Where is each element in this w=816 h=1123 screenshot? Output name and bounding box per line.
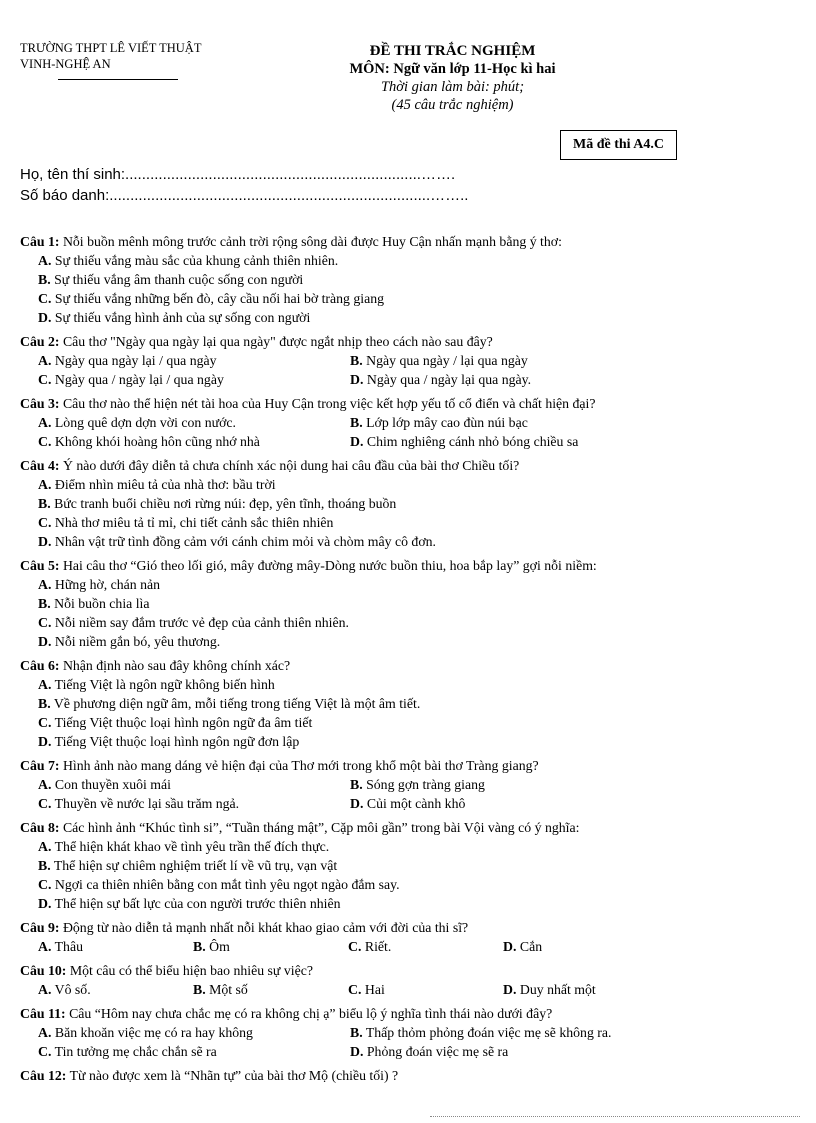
answer-option[interactable]	[20, 475, 800, 494]
option-text: Ngày qua ngày / lại qua ngày	[366, 353, 528, 368]
option-text: Sự thiếu vắng những bến đò, cây cầu nối hai bờ tràng giang	[54, 291, 385, 306]
answer-option[interactable]	[20, 251, 800, 270]
answer-options	[20, 475, 800, 551]
option-text: Sự thiếu vắng màu sắc của khung cảnh thiên nhiên.	[54, 253, 339, 268]
answer-options	[20, 675, 800, 751]
question-number: Câu 4:	[20, 458, 60, 473]
question-text	[20, 818, 800, 837]
school-name: TRƯỜNG THPT LÊ VIẾT THUẬT	[20, 41, 202, 55]
option-text: Không khói hoàng hôn cũng nhớ nhà	[54, 434, 260, 449]
answer-option[interactable]	[38, 980, 193, 999]
answer-options	[20, 351, 800, 389]
option-text: Lòng quê dợn dợn vời con nước.	[54, 415, 236, 430]
question	[20, 332, 800, 389]
option-text: Tin tưởng mẹ chắc chắn sẽ ra	[54, 1044, 217, 1059]
question-stem: Từ nào được xem là “Nhãn tự” của bài thơ Mộ (chiều tối) ?	[69, 1068, 399, 1083]
question-stem: Hình ảnh nào mang dáng vẻ hiện đại của Thơ mới trong khổ một bài thơ Tràng giang?	[62, 758, 539, 773]
option-letter: C.	[348, 939, 362, 954]
option-text: Cắn	[519, 939, 543, 954]
option-letter: A.	[38, 939, 52, 954]
option-letter: C.	[38, 291, 52, 306]
option-letter: A.	[38, 477, 52, 492]
option-letter: B.	[38, 496, 51, 511]
question-text	[20, 1066, 800, 1085]
answer-options	[20, 775, 800, 813]
option-text: Ôm	[209, 939, 230, 954]
question-number: Câu 11:	[20, 1006, 66, 1021]
answer-option[interactable]	[20, 856, 800, 875]
option-text: Nỗi niềm gắn bó, yêu thương.	[54, 634, 221, 649]
option-letter: D.	[503, 939, 517, 954]
answer-option[interactable]	[20, 613, 800, 632]
option-letter: D.	[350, 796, 364, 811]
option-text: Về phương diện ngữ âm, mỗi tiếng trong tiếng Việt là một âm tiết.	[53, 696, 421, 711]
answer-option[interactable]	[193, 937, 348, 956]
question-text	[20, 556, 800, 575]
option-text: Sóng gợn tràng giang	[366, 777, 485, 792]
answer-option[interactable]	[350, 794, 662, 813]
question-number: Câu 9:	[20, 920, 60, 935]
option-text: Con thuyền xuôi mái	[54, 777, 171, 792]
option-letter: B.	[193, 939, 206, 954]
answer-option[interactable]	[20, 837, 800, 856]
option-text: Hững hờ, chán nản	[54, 577, 161, 592]
option-letter: B.	[38, 272, 51, 287]
exam-code: Mã đề thi A4.C	[573, 137, 664, 152]
answer-options	[20, 837, 800, 913]
option-letter: D.	[503, 982, 517, 997]
answer-option[interactable]	[350, 775, 662, 794]
option-letter: B.	[38, 696, 51, 711]
answer-option[interactable]	[503, 937, 658, 956]
exam-question-count: (45 câu trắc nghiệm)	[391, 97, 514, 113]
answer-options	[20, 413, 800, 451]
option-letter: D.	[38, 534, 52, 549]
question	[20, 818, 800, 913]
school-location: VINH-NGHỆ AN	[20, 57, 111, 71]
answer-option[interactable]	[38, 1042, 350, 1061]
answer-option[interactable]	[38, 794, 350, 813]
option-letter: B.	[350, 415, 363, 430]
answer-option[interactable]	[38, 775, 350, 794]
option-letter: D.	[350, 1044, 364, 1059]
option-letter: C.	[348, 982, 362, 997]
question	[20, 961, 800, 999]
option-letter: B.	[38, 858, 51, 873]
answer-option[interactable]	[350, 1023, 662, 1042]
answer-option[interactable]	[20, 732, 800, 751]
option-letter: B.	[350, 353, 363, 368]
option-letter: C.	[38, 615, 52, 630]
answer-option[interactable]	[348, 980, 503, 999]
option-letter: D.	[38, 310, 52, 325]
answer-options	[20, 937, 800, 956]
answer-option[interactable]	[20, 513, 800, 532]
answer-option[interactable]	[350, 413, 662, 432]
exam-title: ĐỀ THI TRẮC NGHIỆM	[369, 43, 536, 59]
answer-option[interactable]	[20, 532, 800, 551]
school-underline	[58, 79, 178, 80]
exam-subject: MÔN: Ngữ văn lớp 11-Học kì hai	[349, 61, 556, 77]
question-stem: Động từ nào diễn tả mạnh nhất nỗi khát khao giao cảm với đời của thi sĩ?	[62, 920, 469, 935]
option-text: Chim nghiêng cánh nhỏ bóng chiều sa	[366, 434, 579, 449]
question	[20, 656, 800, 751]
option-text: Tiếng Việt thuộc loại hình ngôn ngữ đa âm tiết	[54, 715, 313, 730]
option-text: Nhà thơ miêu tả tỉ mỉ, chi tiết cảnh sắc thiên nhiên	[54, 515, 334, 530]
answer-option[interactable]	[350, 432, 662, 451]
answer-option[interactable]	[503, 980, 658, 999]
option-text: Một số	[209, 982, 248, 997]
question-text	[20, 456, 800, 475]
answer-option[interactable]	[20, 894, 800, 913]
option-letter: A.	[38, 253, 52, 268]
option-letter: B.	[193, 982, 206, 997]
option-text: Thuyền về nước lại sầu trăm ngả.	[54, 796, 240, 811]
candidate-id-line: Số báo danh:.............................................................................……..	[20, 187, 469, 204]
option-letter: D.	[350, 372, 364, 387]
question-stem: Câu thơ nào thể hiện nét tài hoa của Huy Cận trong việc kết hợp yếu tố cổ điển và chất hiện đại?	[62, 396, 596, 411]
option-letter: D.	[38, 734, 52, 749]
question-number: Câu 1:	[20, 234, 60, 249]
option-text: Sự thiếu vắng hình ảnh của sự sống con người	[54, 310, 311, 325]
option-letter: C.	[38, 877, 52, 892]
question-text	[20, 232, 800, 251]
option-letter: C.	[38, 434, 52, 449]
option-letter: A.	[38, 777, 52, 792]
exam-time: Thời gian làm bài: phút;	[380, 79, 525, 95]
option-letter: C.	[38, 372, 52, 387]
option-letter: C.	[38, 796, 52, 811]
option-text: Nhân vật trữ tình đồng cảm với cánh chim mỏi và chòm mây cô đơn.	[54, 534, 436, 549]
answer-option[interactable]	[348, 937, 503, 956]
option-text: Ngày qua ngày lại / qua ngày	[54, 353, 217, 368]
question-number: Câu 7:	[20, 758, 60, 773]
question-text	[20, 961, 800, 980]
answer-option[interactable]	[350, 370, 662, 389]
question	[20, 756, 800, 813]
option-letter: A.	[38, 982, 52, 997]
option-text: Băn khoăn việc mẹ có ra hay không	[54, 1025, 253, 1040]
question-text	[20, 394, 800, 413]
option-letter: A.	[38, 415, 52, 430]
question-text	[20, 332, 800, 351]
option-text: Ngợi ca thiên nhiên bằng con mắt tình yêu ngọt ngào đắm say.	[54, 877, 400, 892]
question-number: Câu 6:	[20, 658, 60, 673]
exam-code-box	[560, 130, 677, 160]
option-text: Thâu	[54, 939, 83, 954]
option-text: Thể hiện khát khao về tình yêu trần thế đích thực.	[54, 839, 330, 854]
option-text: Nỗi buồn chia lìa	[54, 596, 150, 611]
question-number: Câu 5:	[20, 558, 60, 573]
option-letter: B.	[38, 596, 51, 611]
option-letter: D.	[350, 434, 364, 449]
question	[20, 394, 800, 451]
question-stem: Các hình ảnh “Khúc tình si”, “Tuần tháng mật”, Cặp môi gần” trong bài Vội vàng có ý nghĩa:	[62, 820, 580, 835]
option-text: Điểm nhìn miêu tả của nhà thơ: bầu trời	[54, 477, 276, 492]
option-text: Tiếng Việt là ngôn ngữ không biến hình	[54, 677, 275, 692]
answer-option[interactable]	[20, 675, 800, 694]
question-text	[20, 918, 800, 937]
question-text	[20, 1004, 800, 1023]
option-letter: A.	[38, 677, 52, 692]
option-letter: C.	[38, 1044, 52, 1059]
answer-option[interactable]	[350, 351, 662, 370]
question	[20, 456, 800, 551]
option-letter: A.	[38, 577, 52, 592]
answer-option[interactable]	[193, 980, 348, 999]
question-text	[20, 656, 800, 675]
option-letter: C.	[38, 515, 52, 530]
question	[20, 1066, 800, 1085]
option-letter: B.	[350, 777, 363, 792]
question-stem: Câu “Hôm nay chưa chắc mẹ có ra không chị ạ” biểu lộ ý nghĩa tình thái nào dưới đây?	[69, 1006, 553, 1021]
option-text: Củi một cành khô	[366, 796, 466, 811]
answer-options	[20, 980, 800, 999]
answer-option[interactable]	[20, 270, 800, 289]
school-info	[20, 40, 201, 72]
answer-option[interactable]	[20, 594, 800, 613]
answer-options	[20, 575, 800, 651]
option-text: Tiếng Việt thuộc loại hình ngôn ngữ đơn lập	[54, 734, 300, 749]
question-text	[20, 756, 800, 775]
question-stem: Câu thơ "Ngày qua ngày lại qua ngày" được ngắt nhịp theo cách nào sau đây?	[62, 334, 493, 349]
option-letter: D.	[38, 896, 52, 911]
question	[20, 232, 800, 327]
candidate-name-line: Họ, tên thí sinh:.......................................................................…….	[20, 166, 456, 183]
question-stem: Hai câu thơ “Gió theo lối gió, mây đường mây-Dòng nước buồn thiu, hoa bắp lay” gợi nỗi niềm:	[62, 558, 597, 573]
exam-header	[290, 42, 615, 114]
answer-option[interactable]	[20, 575, 800, 594]
option-text: Bức tranh buổi chiều nơi rừng núi: đẹp, yên tĩnh, thoáng buồn	[54, 496, 397, 511]
option-text: Vô số.	[54, 982, 91, 997]
option-text: Thể hiện sự bất lực của con người trước thiên nhiên	[54, 896, 341, 911]
option-letter: B.	[350, 1025, 363, 1040]
option-letter: D.	[38, 634, 52, 649]
option-text: Sự thiếu vắng âm thanh cuộc sống con người	[54, 272, 304, 287]
answer-option[interactable]	[20, 308, 800, 327]
answer-option[interactable]	[20, 289, 800, 308]
question	[20, 918, 800, 956]
answer-options	[20, 1023, 800, 1061]
answer-option[interactable]	[350, 1042, 662, 1061]
answer-option[interactable]	[38, 432, 350, 451]
answer-option[interactable]	[20, 494, 800, 513]
option-text: Hai	[364, 982, 385, 997]
footer-divider	[430, 1116, 800, 1117]
question-number: Câu 10:	[20, 963, 67, 978]
option-letter: C.	[38, 715, 52, 730]
option-text: Thấp thỏm phỏng đoán việc mẹ sẽ không ra.	[365, 1025, 612, 1040]
question-stem: Ý nào dưới đây diễn tả chưa chính xác nội dung hai câu đầu của bài thơ Chiều tối?	[62, 458, 520, 473]
answer-option[interactable]	[20, 713, 800, 732]
answer-option[interactable]	[38, 351, 350, 370]
question-stem: Nhận định nào sau đây không chính xác?	[62, 658, 291, 673]
answer-option[interactable]	[38, 937, 193, 956]
question-number: Câu 3:	[20, 396, 60, 411]
option-text: Nỗi niềm say đắm trước vẻ đẹp của cảnh thiên nhiên.	[54, 615, 349, 630]
option-text: Phỏng đoán việc mẹ sẽ ra	[366, 1044, 509, 1059]
option-text: Thể hiện sự chiêm nghiệm triết lí về vũ trụ, vạn vật	[53, 858, 338, 873]
option-text: Lớp lớp mây cao đùn núi bạc	[366, 415, 528, 430]
answer-option[interactable]	[20, 875, 800, 894]
option-text: Ngày qua / ngày lại / qua ngày	[54, 372, 224, 387]
question-stem: Một câu có thể biểu hiện bao nhiêu sự việc?	[69, 963, 313, 978]
option-letter: A.	[38, 353, 52, 368]
question-number: Câu 12:	[20, 1068, 67, 1083]
question-stem: Nỗi buồn mênh mông trước cảnh trời rộng sông dài được Huy Cận nhấn mạnh bằng ý thơ:	[62, 234, 562, 249]
answer-option[interactable]	[20, 694, 800, 713]
answer-option[interactable]	[20, 632, 800, 651]
question-number: Câu 8:	[20, 820, 60, 835]
answer-options	[20, 251, 800, 327]
answer-option[interactable]	[38, 1023, 350, 1042]
answer-option[interactable]	[38, 370, 350, 389]
question	[20, 556, 800, 651]
option-text: Duy nhất một	[519, 982, 596, 997]
question-list	[20, 232, 800, 1090]
question	[20, 1004, 800, 1061]
answer-option[interactable]	[38, 413, 350, 432]
option-text: Ngày qua / ngày lại qua ngày.	[366, 372, 532, 387]
option-letter: A.	[38, 839, 52, 854]
option-text: Riết.	[364, 939, 392, 954]
option-letter: A.	[38, 1025, 52, 1040]
question-number: Câu 2:	[20, 334, 60, 349]
